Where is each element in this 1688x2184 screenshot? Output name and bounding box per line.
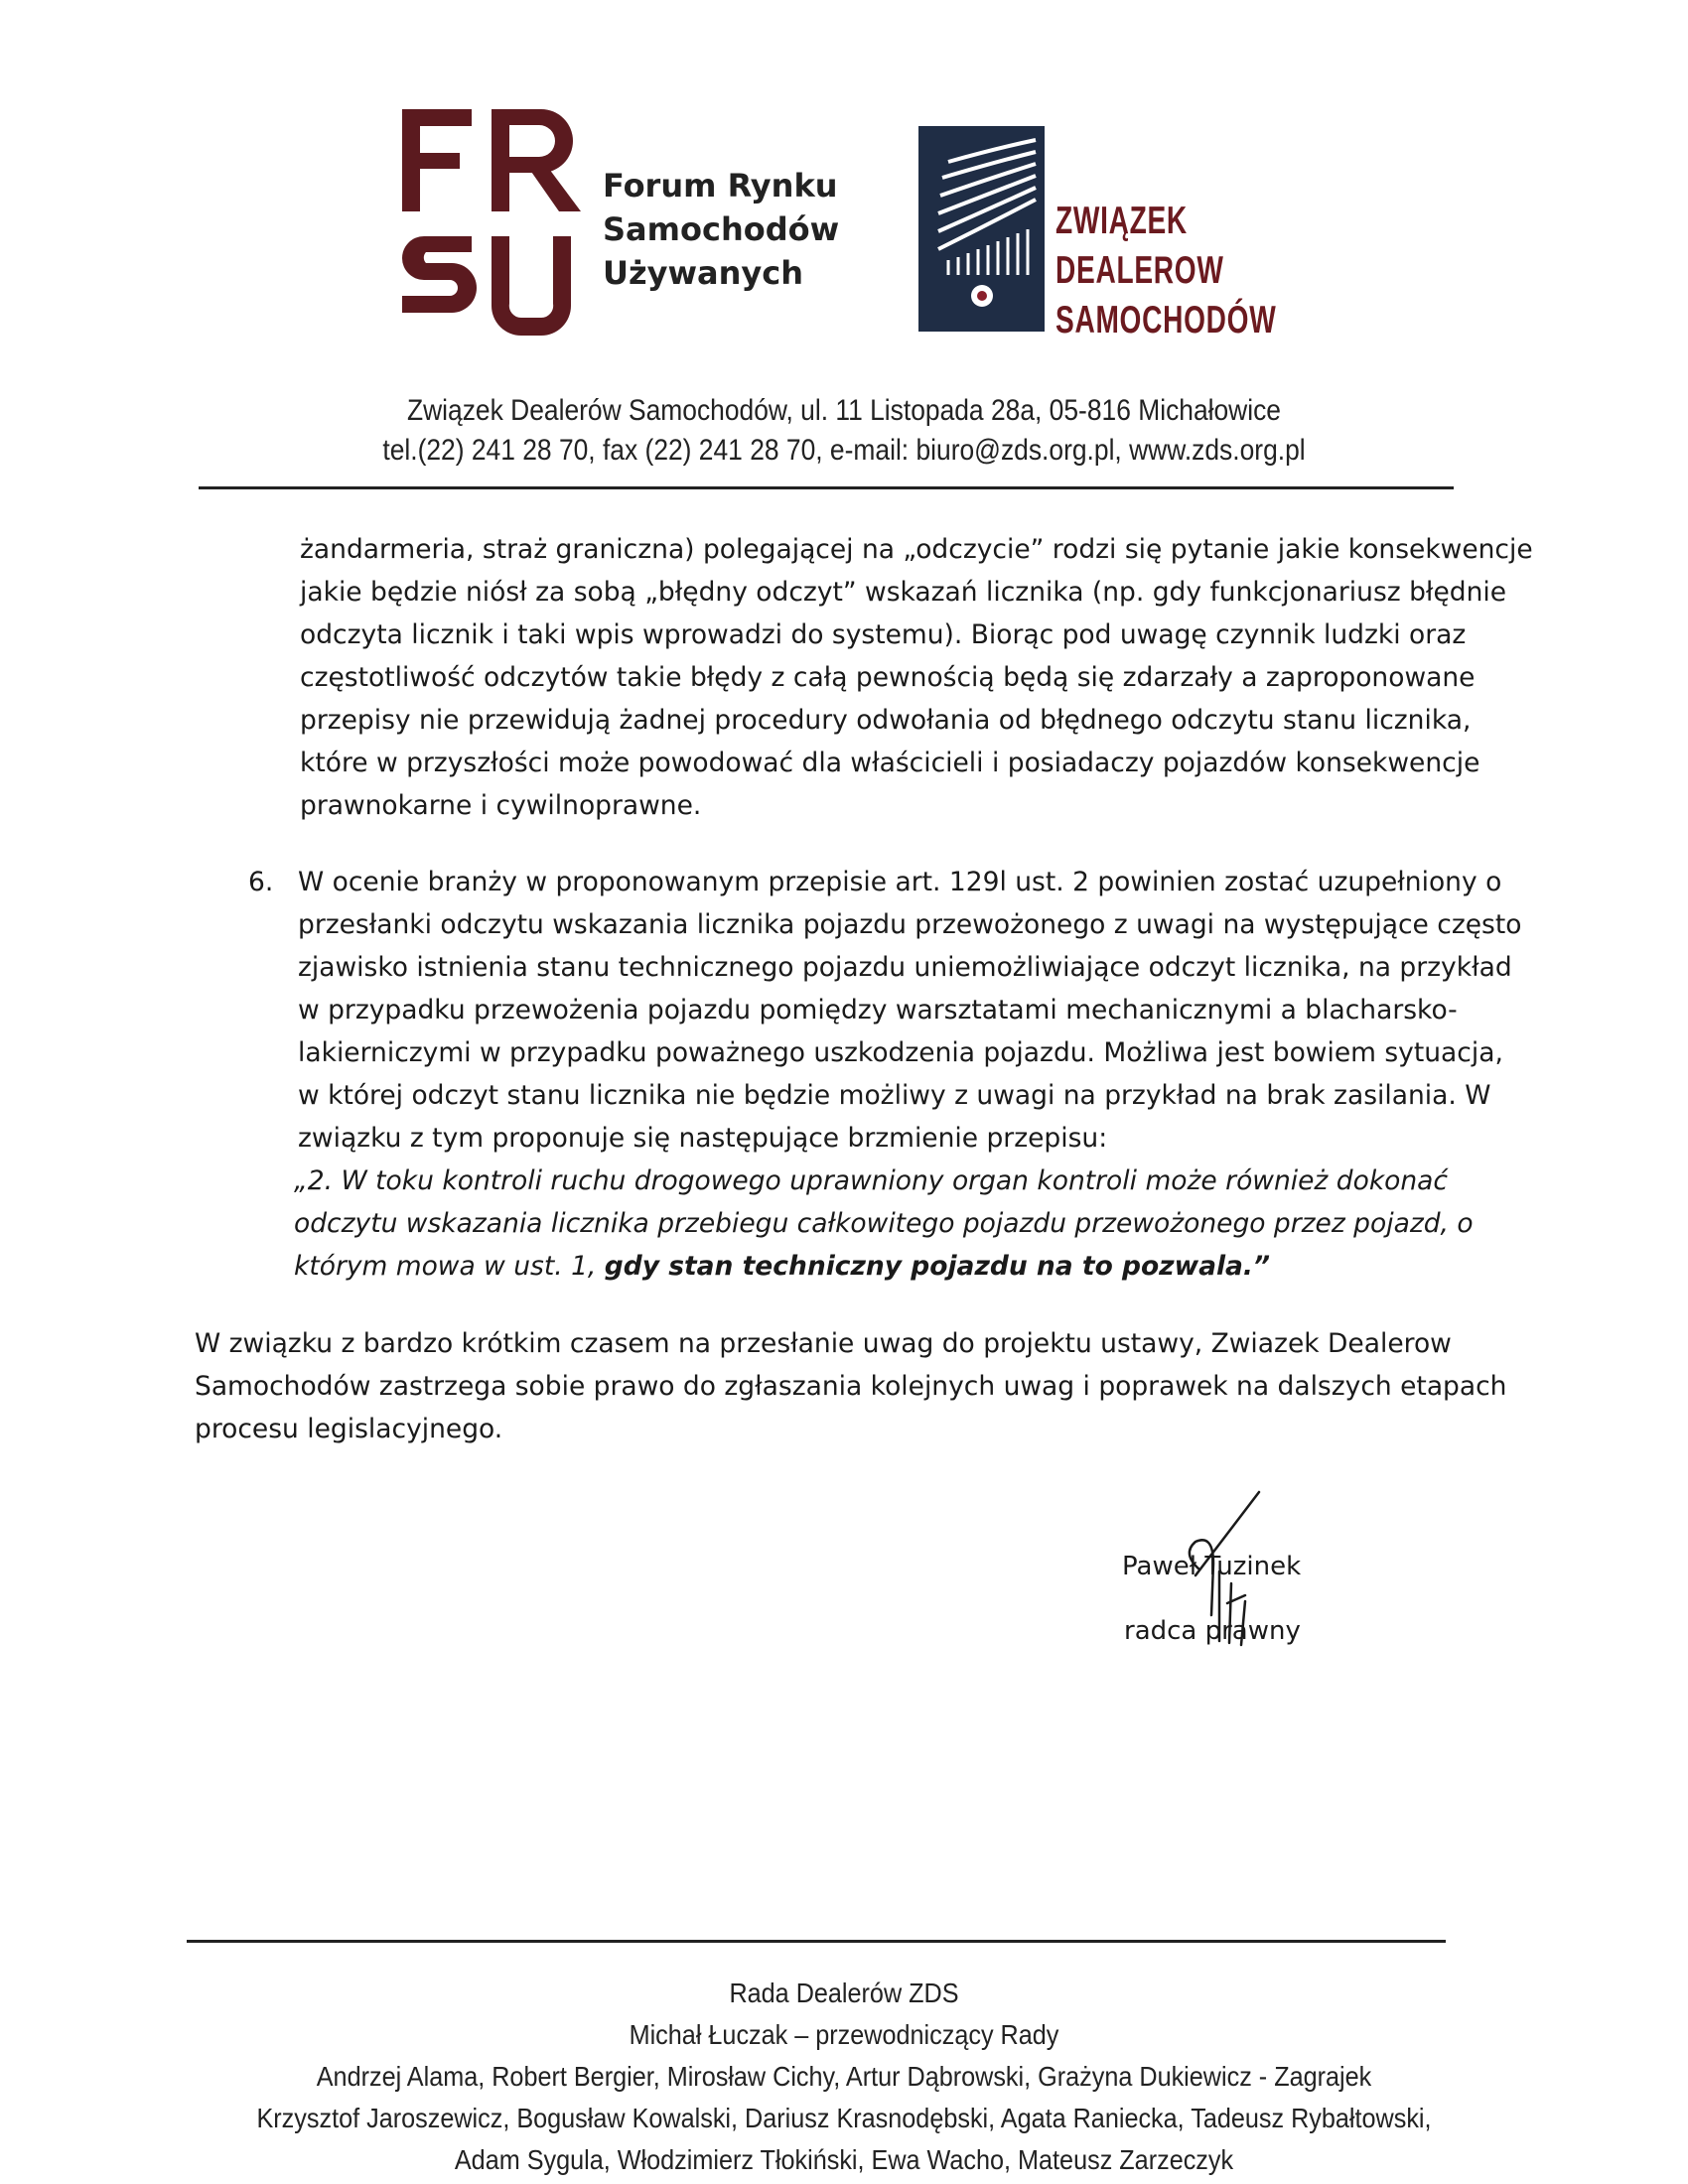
proposed-provision-line-3: [294, 1251, 1270, 1282]
frsu-logo-name: [603, 164, 839, 295]
footer-divider: [187, 1940, 1446, 1943]
footer-members-line-3: Adam Sygula, Włodzimierz Tłokiński, Ewa Wacho, Mateusz Zarzeczyk: [454, 2144, 1234, 2175]
closing-line-3: procesu legislacyjnego.: [195, 1414, 503, 1444]
zds-logo-mark: [918, 126, 1045, 332]
zds-name-line-1: ZWIĄZEK: [1055, 200, 1188, 242]
item6-line-4: w przypadku przewożenia pojazdu pomiędzy warsztatami mechanicznymi a blacharsko-: [298, 995, 1458, 1025]
signatory-role: radca prawny: [1124, 1616, 1301, 1646]
zds-name-line-2: DEALEROW: [1055, 249, 1224, 292]
provision-bold-part: gdy stan techniczny pojazdu na to pozwala.”: [604, 1251, 1271, 1282]
footer-council-chair: Michał Łuczak – przewodniczący Rady: [629, 2019, 1059, 2050]
list-item-number: 6.: [248, 867, 274, 897]
footer-members-line-2: Krzysztof Jaroszewicz, Bogusław Kowalski, Dariusz Krasnodębski, Agata Raniecka, Tadeusz Rybałtowski,: [256, 2103, 1432, 2133]
continued-line-7: prawnokarne i cywilnoprawne.: [300, 790, 702, 821]
item6-line-5: lakierniczymi w przypadku poważnego uszkodzenia pojazdu. Możliwa jest bowiem sytuacja,: [298, 1037, 1503, 1068]
zds-logo-name: [1055, 197, 1276, 345]
continued-line-4: częstotliwość odczytów takie błędy z całą pewnością będą się zdarzały a zaproponowane: [300, 662, 1476, 693]
footer-members-line-1: Andrzej Alama, Robert Bergier, Mirosław Cichy, Artur Dąbrowski, Grażyna Dukiewicz - Zagrajek: [316, 2061, 1372, 2092]
continued-line-5: przepisy nie przewidują żadnej procedury odwołania od błędnego odczytu stanu licznika,: [300, 705, 1472, 736]
item6-line-7: związku z tym proponuje się następujące brzmienie przepisu:: [298, 1123, 1108, 1154]
frsu-name-line-2: Samochodów: [603, 210, 840, 248]
item6-line-2: przesłanki odczytu wskazania licznika pojazdu przewożonego z uwagi na występujące często: [298, 909, 1522, 940]
zds-name-line-3: SAMOCHODÓW: [1055, 299, 1277, 341]
frsu-name-line-1: Forum Rynku: [603, 167, 838, 205]
closing-line-1: W związku z bardzo krótkim czasem na przesłanie uwag do projektu ustawy, Zwiazek Dealerow: [195, 1328, 1452, 1359]
item6-line-1: W ocenie branży w proponowanym przepisie art. 129l ust. 2 powinien zostać uzupełniony o: [298, 867, 1502, 897]
header-contact-line: tel.(22) 241 28 70, fax (22) 241 28 70, e-mail: biuro@zds.org.pl, www.zds.org.pl: [382, 434, 1306, 467]
proposed-provision-line-2: odczytu wskazania licznika przebiegu całkowitego pojazdu przewożonego przez pojazd, o: [294, 1208, 1474, 1239]
handwritten-signature: [1142, 1484, 1281, 1653]
item6-line-3: zjawisko istnienia stanu technicznego pojazdu uniemożliwiające odczyt licznika, na przykład: [298, 952, 1512, 983]
footer-council-title: Rada Dealerów ZDS: [729, 1978, 959, 2008]
frsu-name-line-3: Używanych: [603, 254, 804, 292]
continued-line-6: które w przyszłości może powodować dla właścicieli i posiadaczy pojazdów konsekwencje: [300, 748, 1480, 778]
continued-line-2: jakie będzie niósł za sobą „błędny odczyt” wskazań licznika (np. gdy funkcjonariusz błędnie: [300, 577, 1507, 608]
item6-line-6: w której odczyt stanu licznika nie będzie możliwy z uwagi na przykład na brak zasilania. W: [298, 1080, 1491, 1111]
signatory-name: Paweł Tuzinek: [1122, 1552, 1302, 1581]
provision-plain-part: którym mowa w ust. 1,: [294, 1251, 605, 1282]
header-address-line: Związek Dealerów Samochodów, ul. 11 Listopada 28a, 05-816 Michałowice: [406, 394, 1282, 427]
proposed-provision-line-1: „2. W toku kontroli ruchu drogowego uprawniony organ kontroli może również dokonać: [294, 1165, 1448, 1196]
frsu-logo-mark: [402, 109, 581, 338]
header-divider: [199, 486, 1454, 489]
closing-line-2: Samochodów zastrzega sobie prawo do zgłaszania kolejnych uwag i poprawek na dalszych etapach: [195, 1371, 1507, 1402]
continued-line-3: odczyta licznik i taki wpis wprowadzi do systemu). Biorąc pod uwagę czynnik ludzki oraz: [300, 619, 1467, 650]
continued-line-1: żandarmeria, straż graniczna) polegającej na „odczycie” rodzi się pytanie jakie konsekwencje: [300, 534, 1533, 565]
